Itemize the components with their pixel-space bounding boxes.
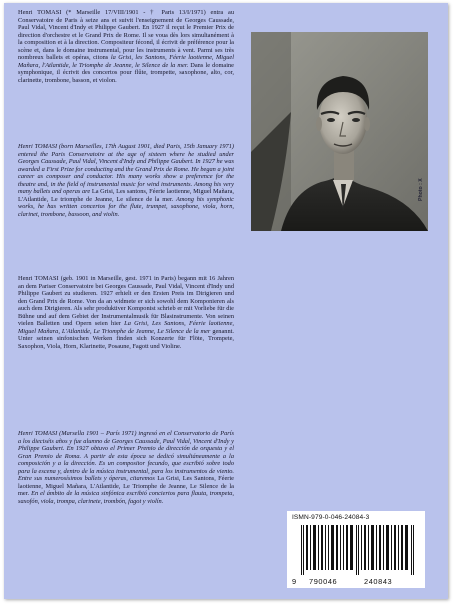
biography-german: [18, 275, 234, 350]
german-works-italic: La Grisi, Les Santons, Féerie laotienne, Miguel Mañara, L'Atlantide, Le Triomphe de Jeanne, Le Silence de la mer: [18, 320, 234, 335]
german-text-1: Henri TOMASI (geb. 1901 in Marseille, gest. 1971 in Paris) begann mit 16 Jahren an dem Pariser Conservatoire bei Georges Caussade, Paul Vidal, Vincent d'Indy und Philippe Gaubert zu studieren. 1927 erhielt er den Ersten Preis im Dirigieren und den Grand Prix de Rome. Von da an widmete er sich sowohl dem Komponieren als auch dem Dirigieren. Als sehr produktiver Komponist schrieb er mit Vorliebe für die Bühne und auf dem Gebiet der Instrumentalmusik für Blasinstrumente. Von seinen vielen Balletten und Opern seien hier: [18, 275, 234, 328]
back-cover-page: [4, 3, 448, 599]
spanish-text-1: Henri TOMASI (Marsella 1901 – París 1971) ingresó en el Conservatorio de París a los dieciséis años y fue alumno de Georges Caussade, Paul Vidal, Vincent d'Indy y Philippe Gaubert. En 1927 obtuvo el Primer Premio de dirección de orquesta y el Gran Premio de Roma. A partir de esta época se dedicó simultáneamente a la composición y a la dirección. Es un compositor fecundo, que escribió sobre todo para la escena y, dentro de la música instrumental, para los instrumentos de viento. Entre sus numerosísimos ballets y óperas, citaremos: [18, 430, 234, 483]
biography-english: [18, 143, 234, 218]
biography-spanish: [18, 430, 234, 505]
barcode-digits-right: 240843: [364, 577, 393, 586]
english-works: La Grisi, Les santons, Féerie laotienne, Miguel Mañara, L'Atlantide, Le triomphe de Jeanne, Le silence de la mer.: [18, 188, 234, 203]
portrait-illustration: [251, 32, 428, 231]
barcode-lead-digit: 9: [292, 577, 297, 586]
english-text-2: Among his symphonic works, he has written concertos for the flute, trumpet, saxophone, viola, horn, clarinet, trombone, bassoon, and violin.: [18, 195, 234, 218]
composer-portrait-photo: [251, 32, 428, 231]
isbn-number: ISMN-979-0-046-24084-3: [292, 514, 370, 521]
french-text-1: Henri TOMASI (* Marseille 17/VIII/1901 - † Paris 13/I/1971) entra au Conservatoire de Paris à seize ans et suivit l'enseignement de Georges Caussade, Paul Vidal, Vincent d'Indy et Philippe Gaubert. En 1927 il reçut le Premier Prix de direction d'orchestre et le Grand Prix de Rome. Il se voua dès lors simultanément à la composition et à la direction. Compositeur fécond, il écrivit de préférence pour la scène et, dans le domaine instrumental, pour les instruments à vent. Parmi ses très nombreux ballets et opéras, citons: [18, 9, 234, 62]
barcode-digits-left: 790046: [309, 577, 338, 586]
english-text-1: Henri TOMASI (born Marseilles, 17th August 1901, died Paris, 15th January 1971) entered the Paris Conservatoire at the age of sixteen where he studied under Georges Caussade, Paul Vidal, Vincent d'Indy and Philippe Gaubert. In 1927 he was awarded a First Prize for conducting and the Grand Prix de Rome. He began a joint career as composer and conductor. His many works show a preference for the theatre and, in the field of instrumental music for wind instruments. Among his very many ballets and operas are: [18, 143, 234, 196]
french-works-italic: la Grisi, les Santons, Féerie laotienne, Miguel Mañara, l'Atlantide, le Triomphe de Jeanne, le Silence de la mer.: [18, 54, 234, 69]
french-text-2: Dans le domaine symphonique, il écrivit des concertos pour flûte, trompette, saxophone, alto, cor, clarinette, trombone, basson, et violon.: [18, 61, 234, 84]
biography-french: [18, 9, 234, 84]
spanish-text-2: En el ámbito de la música sinfónica escribió conciertos para flauta, trompeta, saxofón, viola, trompa, clarinete, trombón, fagot y violín.: [18, 490, 234, 505]
spanish-works: La Grisi, Les Santons, Féerie laotienne, Miguel Mañara, L'Atlantide, Le Triomphe de Jeanne, Le Silence de la mer.: [18, 475, 234, 498]
barcode-bars: [301, 525, 417, 575]
photo-credit: Photo : X: [418, 178, 424, 201]
german-text-2: genannt. Unter seinen sinfonischen Werken finden sich Konzerte für Flöte, Trompete, Saxophon, Viola, Horn, Klarinette, Posaune, Fagott und Violine.: [18, 327, 234, 350]
barcode-area: [287, 511, 425, 588]
